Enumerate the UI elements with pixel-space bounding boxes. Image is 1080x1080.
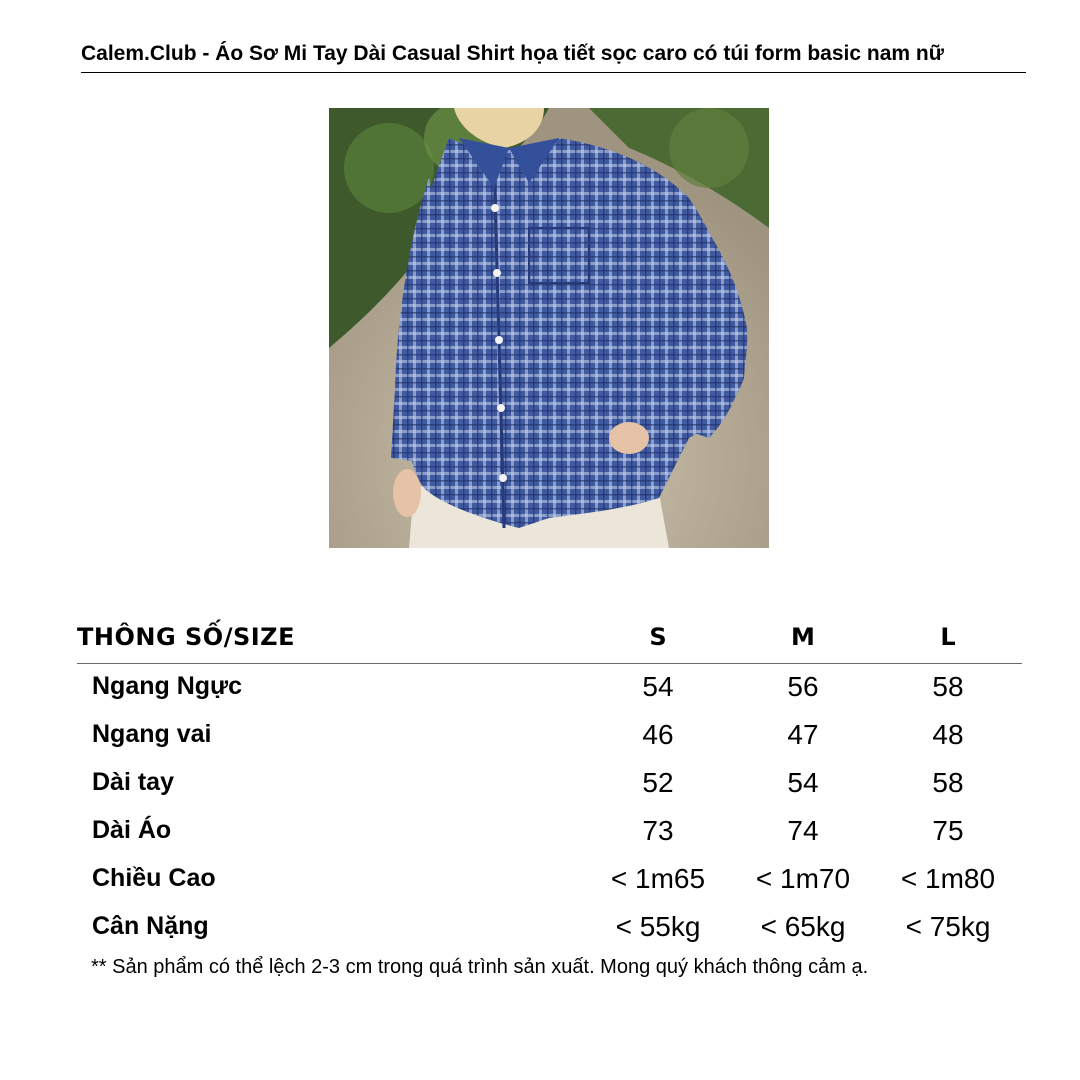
table-row xyxy=(77,712,1022,760)
product-title: Calem.Club - Áo Sơ Mi Tay Dài Casual Shirt họa tiết sọc caro có túi form basic nam nữ xyxy=(81,42,944,65)
table-row xyxy=(77,760,1022,808)
cell-value: < 75kg xyxy=(905,911,991,942)
table-row xyxy=(77,904,1022,952)
cell-value: 73 xyxy=(642,815,674,846)
cell-value: 58 xyxy=(932,671,964,702)
header-label: THÔNG SỐ/SIZE xyxy=(77,623,295,651)
cell-value: 48 xyxy=(932,719,964,750)
row-label: Ngang Ngực xyxy=(92,672,243,700)
size-s-header: S xyxy=(649,623,667,651)
cell-value: 52 xyxy=(642,767,674,798)
cell-value: 74 xyxy=(787,815,819,846)
cell-value: < 1m70 xyxy=(755,863,851,894)
size-l-header: L xyxy=(940,623,956,651)
size-chart-header xyxy=(77,615,1022,664)
row-label: Chiều Cao xyxy=(92,864,216,892)
row-label: Cân Nặng xyxy=(92,912,209,940)
cell-value: < 65kg xyxy=(760,911,846,942)
table-row xyxy=(77,856,1022,904)
table-row xyxy=(77,664,1022,712)
row-label: Dài tay xyxy=(92,768,174,796)
cell-value: < 1m65 xyxy=(610,863,706,894)
cell-value: < 1m80 xyxy=(900,863,996,894)
row-label: Dài Áo xyxy=(92,816,172,844)
size-chart-table xyxy=(77,615,1022,952)
cell-value: 75 xyxy=(932,815,964,846)
row-label: Ngang vai xyxy=(92,720,212,748)
cell-value: 56 xyxy=(787,671,819,702)
cell-value: 47 xyxy=(787,719,819,750)
cell-value: 54 xyxy=(787,767,819,798)
title-divider xyxy=(81,72,1026,73)
table-row xyxy=(77,808,1022,856)
cell-value: 58 xyxy=(932,767,964,798)
cell-value: 54 xyxy=(642,671,674,702)
product-photo xyxy=(329,108,769,548)
production-note: ** Sản phẩm có thể lệch 2-3 cm trong quá trình sản xuất. Mong quý khách thông cảm ạ. xyxy=(91,956,869,978)
cell-value: 46 xyxy=(642,719,674,750)
cell-value: < 55kg xyxy=(615,911,701,942)
size-m-header: M xyxy=(791,623,815,651)
